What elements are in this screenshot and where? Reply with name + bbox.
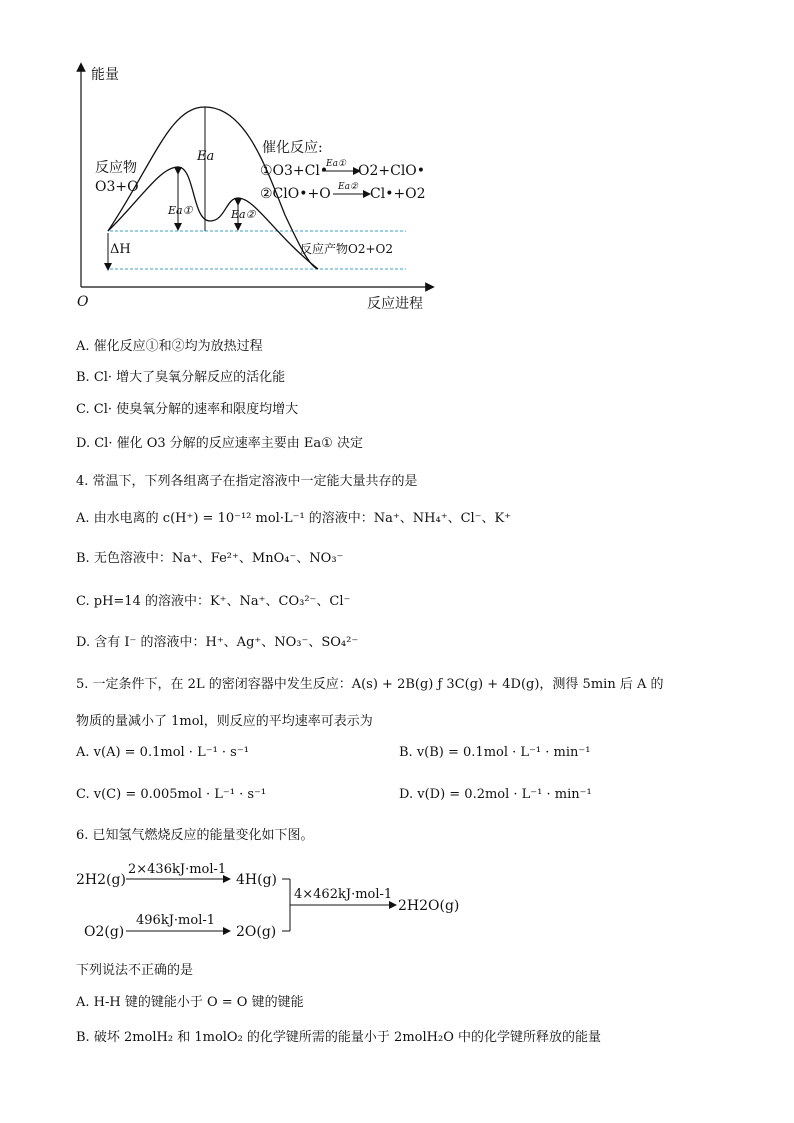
q5-option-a[interactable]: A. v(A) = 0.1mol · L⁻¹ · s⁻¹ [76,745,249,760]
bond-energy-diagram [70,852,470,944]
q3-option-d[interactable]: D. Cl· 催化 O3 分解的反应速率主要由 Ea① 决定 [76,436,363,451]
ea-label: Ea [197,149,215,164]
h-atoms-label: 4H(g) [236,872,278,888]
o-atoms-label: 2O(g) [236,924,277,940]
y-axis-label: 能量 [91,67,119,83]
q3-option-c[interactable]: C. Cl· 使臭氧分解的速率和限度均增大 [76,402,299,417]
x-axis-label: 反应进程 [367,296,423,312]
q6-option-b[interactable]: B. 破坏 2molH₂ 和 1molO₂ 的化学键所需的能量小于 2molH₂O 中的化学键所释放的能量 [76,1030,601,1045]
q4-option-a[interactable]: A. 由水电离的 c(H⁺) = 10⁻¹² mol·L⁻¹ 的溶液中：Na⁺、NH₄⁺、Cl⁻、K⁺ [76,511,512,526]
q4-option-b[interactable]: B. 无色溶液中：Na⁺、Fe²⁺、MnO₄⁻、NO₃⁻ [76,551,344,566]
water-label: 2H2O(g) [398,898,460,914]
o2-label: O2(g) [84,924,125,940]
form-energy: 4×462kJ·mol-1 [294,887,393,902]
q6-option-a[interactable]: A. H-H 键的键能小于 O = O 键的键能 [76,995,304,1010]
eq2-ea: Ea② [338,182,359,192]
q5-stem-line1: 5. 一定条件下，在 2L 的密闭容器中发生反应：A(s) + 2B(g) ƒ 3C(g) + 4D(g)，测得 5min 后 A 的 [76,677,664,692]
q4-option-d[interactable]: D. 含有 I⁻ 的溶液中：H⁺、Ag⁺、NO₃⁻、SO₄²⁻ [76,635,359,650]
q4-stem: 4. 常温下，下列各组离子在指定溶液中一定能大量共存的是 [76,474,418,489]
ea1-label: Ea① [168,204,193,217]
reactant-formula: O3+O [95,179,139,195]
o2-energy: 496kJ·mol-1 [136,913,216,928]
origin-label: O [77,294,89,310]
eq2-right: Cl•+O2 [370,186,426,202]
q6-stem: 6. 已知氢气燃烧反应的能量变化如下图。 [76,828,314,843]
energy-profile-diagram [60,55,440,320]
q3-option-b[interactable]: B. Cl· 增大了臭氧分解反应的活化能 [76,370,286,385]
dh-label: ΔH [110,242,131,257]
q5-stem-line2: 物质的量减小了 1mol，则反应的平均速率可表示为 [76,714,373,729]
product-label: 反应产物O2+O2 [300,242,394,256]
q5-option-b[interactable]: B. v(B) = 0.1mol · L⁻¹ · min⁻¹ [399,745,591,760]
h2-label: 2H2(g) [76,872,126,888]
reactant-label: 反应物 [95,160,137,176]
eq2-left: ②ClO•+O [260,186,331,202]
q5-option-c[interactable]: C. v(C) = 0.005mol · L⁻¹ · s⁻¹ [76,787,267,802]
eq1-left: ①O3+Cl• [260,163,329,179]
q5-option-d[interactable]: D. v(D) = 0.2mol · L⁻¹ · min⁻¹ [399,787,592,802]
q4-option-c[interactable]: C. pH=14 的溶液中：K⁺、Na⁺、CO₃²⁻、Cl⁻ [76,594,351,609]
h2-energy: 2×436kJ·mol-1 [128,862,227,877]
q3-option-a[interactable]: A. 催化反应①和②均为放热过程 [76,339,263,354]
eq1-right: O2+ClO• [358,163,426,179]
q6-question: 下列说法不正确的是 [76,963,194,978]
eq1-ea: Ea① [326,159,347,169]
ea2-label: Ea② [231,208,256,221]
catalytic-title: 催化反应: [262,140,323,156]
